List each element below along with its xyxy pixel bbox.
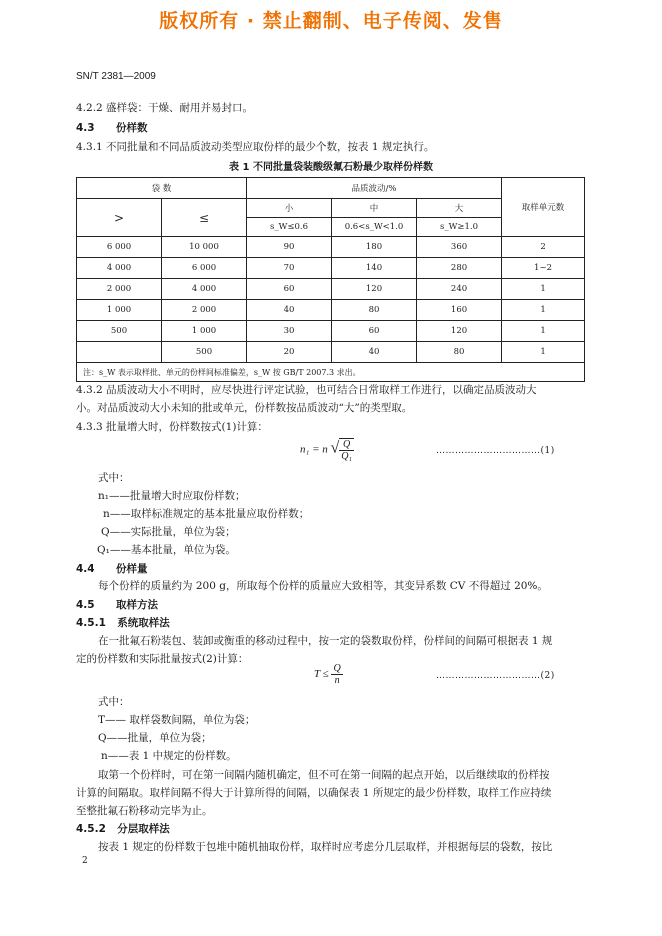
table-cell: 1~2 (502, 258, 585, 279)
table-cell: 90 (247, 237, 332, 258)
table-cell: 160 (417, 300, 502, 321)
table-cell: 1 (502, 342, 585, 363)
definition-n-count: n——表 1 中规定的份样数。 (101, 750, 237, 762)
table-cell: 80 (332, 300, 417, 321)
table-cell: 4 000 (162, 279, 247, 300)
table-cell: 180 (332, 237, 417, 258)
header-mid: 中 (332, 199, 417, 218)
standard-number: SN/T 2381—2009 (76, 71, 156, 82)
section-number: 4.5.2 (76, 823, 106, 835)
section-4-5-1-heading (76, 615, 170, 630)
clause-4-5-1-line2: 定的份样数和实际批量按式(2)计算： (76, 653, 249, 665)
table-row (77, 237, 585, 258)
where-label-2: 式中： (98, 696, 130, 708)
table-cell: 140 (332, 258, 417, 279)
definition-q1: Q₁——基本批量，单位为袋。 (97, 544, 236, 556)
section-number: 4.5.1 (76, 617, 106, 629)
definition-q-batch: Q——批量，单位为袋； (98, 732, 212, 744)
section-number: 4.5 (76, 599, 95, 611)
paragraph-line2: 计算的间隔取。取样间隔不得大于计算所得的间隔，以确保表 1 所规定的最少份样数，取样工作应持续 (76, 787, 552, 799)
table-cell: 30 (247, 321, 332, 342)
formula-1-lhs: n₁ = n (300, 443, 328, 456)
table-title: 表 1 不同批量袋装酸级氟石粉最少取样份样数 (229, 162, 433, 173)
sample-count-table (76, 177, 585, 382)
paragraph-line1: 取第一个份样时，可在第一间隔内随机确定，但不可在第一间隔的起点开始，以后继续取的份样按 (98, 769, 550, 781)
table-cell: 70 (247, 258, 332, 279)
table-cell: 60 (247, 279, 332, 300)
table-cell: 500 (77, 321, 162, 342)
header-greater: > (77, 199, 162, 237)
table-cell (77, 342, 162, 363)
formula-1-number: ……………………………(1) (436, 446, 555, 456)
table-cell: 10 000 (162, 237, 247, 258)
formula-2-denominator: n (334, 675, 340, 686)
table-cell: 1 000 (162, 321, 247, 342)
table-cell: 60 (332, 321, 417, 342)
section-number: 4.3 (76, 122, 95, 134)
clause-4-3-1: 4.3.1 不同批量和不同品质波动类型应取份样的最少个数，按表 1 规定执行。 (76, 141, 435, 153)
table-row (77, 300, 585, 321)
definition-q: Q——实际批量，单位为袋； (101, 526, 236, 538)
definition-n: n——取样标准规定的基本批量应取份样数； (103, 508, 310, 520)
definition-t: T—— 取样袋数间隔，单位为袋； (98, 714, 256, 726)
header-unit: 取样单元数 (502, 178, 585, 237)
page-number: 2 (82, 856, 88, 866)
table-row (77, 321, 585, 342)
formula-1-denominator: Q₁ (341, 451, 352, 462)
table-cell: 80 (417, 342, 502, 363)
table-cell: 20 (247, 342, 332, 363)
section-title: 取样方法 (115, 599, 158, 611)
table-cell: 6 000 (77, 237, 162, 258)
header-less-equal: ≤ (162, 199, 247, 237)
header-large-range: s_W≥1.0 (417, 218, 502, 237)
table-cell: 4 000 (77, 258, 162, 279)
watermark-banner: 版权所有 · 禁止翻制、电子传阅、发售 (159, 10, 503, 32)
clause-4-3-3: 4.3.3 批量增大时，份样数按式(1)计算： (76, 421, 268, 433)
paragraph-line3: 至整批氟石粉移动完毕为止。 (76, 805, 213, 817)
table-cell: 2 000 (162, 300, 247, 321)
section-title: 分层取样法 (117, 823, 170, 835)
header-large: 大 (417, 199, 502, 218)
table-cell: 240 (417, 279, 502, 300)
section-4-4-heading (76, 561, 147, 576)
section-title: 份样数 (115, 122, 148, 134)
clause-4-5-1-line1: 在一批氟石粉装包、装卸或衡重的移动过程中，按一定的袋数取份样，份样间的间隔可根据表 1 规 (98, 635, 553, 647)
clause-4-2-2: 4.2.2 盛样袋：干燥、耐用并易封口。 (76, 102, 254, 114)
table-cell: 1 (502, 279, 585, 300)
clause-4-3-2-line2: 小。对品质波动大小未知的批或单元，份样数按品质波动“大”的类型取。 (76, 402, 413, 414)
section-title: 系统取样法 (117, 617, 170, 629)
where-label-1: 式中： (98, 472, 130, 484)
table-cell: 40 (332, 342, 417, 363)
table-row (77, 279, 585, 300)
section-number: 4.4 (76, 563, 95, 575)
table-cell: 40 (247, 300, 332, 321)
table-cell: 1 (502, 300, 585, 321)
clause-4-4-text: 每个份样的质量约为 200 g，所取每个份样的质量应大致相等，其变异系数 CV 不得超过 20%。 (98, 580, 548, 592)
table-row (77, 342, 585, 363)
table-cell: 1 000 (77, 300, 162, 321)
section-4-5-2-heading (76, 821, 170, 836)
section-title: 份样量 (115, 563, 148, 575)
table-cell: 1 (502, 321, 585, 342)
section-4-3-heading (76, 120, 147, 135)
header-mid-range: 0.6<s_W<1.0 (332, 218, 417, 237)
formula-2-numerator: Q (333, 663, 341, 674)
table-cell: 2 (502, 237, 585, 258)
table-cell: 360 (417, 237, 502, 258)
table-row (77, 258, 585, 279)
table-cell: 120 (417, 321, 502, 342)
formula-2-number: ……………………………(2) (436, 671, 555, 681)
formula-2-lhs: T ≤ (314, 668, 329, 681)
header-small: 小 (247, 199, 332, 218)
formula-2 (314, 663, 343, 686)
table-cell: 2 000 (77, 279, 162, 300)
section-4-5-heading (76, 597, 158, 612)
table-cell: 280 (417, 258, 502, 279)
table-cell: 500 (162, 342, 247, 363)
header-bags: 袋 数 (77, 178, 247, 199)
definition-n1: n₁——批量增大时应取份样数； (98, 490, 246, 502)
header-small-range: s_W≤0.6 (247, 218, 332, 237)
table-cell: 6 000 (162, 258, 247, 279)
formula-1-numerator: Q (339, 439, 354, 451)
table-note: 注：s_W 表示取样批、单元的份样间标准偏差，s_W 按 GB/T 2007.3 求出。 (77, 363, 585, 382)
clause-4-5-2-line1: 按表 1 规定的份样数于包堆中随机抽取份样，取样时应考虑分几层取样，并根据每层的袋数，按比 (98, 841, 553, 853)
header-quality: 品质波动/% (247, 178, 502, 199)
clause-4-3-2-line1: 4.3.2 品质波动大小不明时，应尽快进行评定试验，也可结合日常取样工作进行，以确定品质波动大 (76, 384, 537, 396)
table-cell: 120 (332, 279, 417, 300)
formula-1: n₁ = n √ $\frac{Q}{\text{Q₁}}$ (300, 439, 352, 462)
